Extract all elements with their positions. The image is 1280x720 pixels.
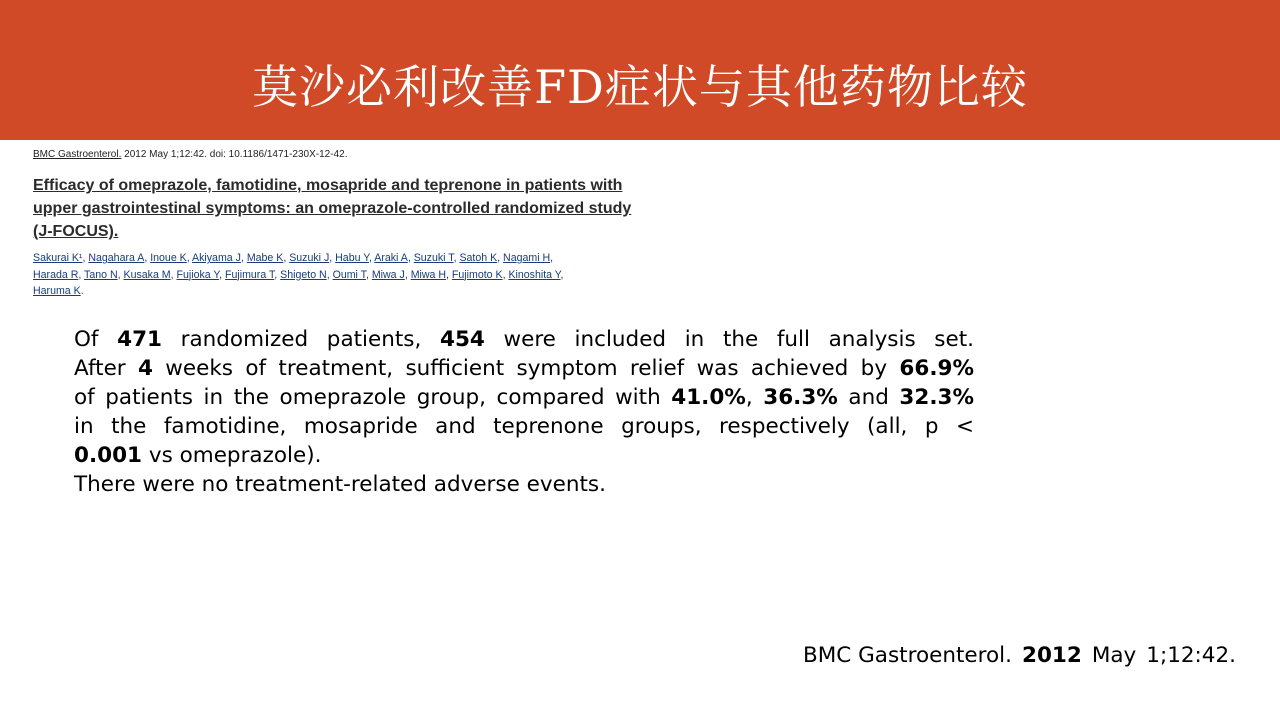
summary-line-4: in the famotidine, mosapride and teprenone groups, respectively (all, p <	[74, 414, 974, 439]
author-link[interactable]: Akiyama J	[192, 252, 241, 264]
author-link[interactable]: Shigeto N	[280, 268, 327, 281]
author-link[interactable]: Suzuki T	[413, 252, 454, 264]
author-link[interactable]: Kinoshita Y	[508, 268, 561, 281]
author-separator: ,	[326, 268, 333, 281]
author-separator: ,	[170, 268, 177, 281]
footer-year: 2012	[1021, 643, 1082, 668]
author-link[interactable]: Inoue K	[150, 252, 187, 264]
study-summary	[74, 325, 974, 499]
author-link[interactable]: Habu Y	[335, 252, 369, 264]
journal-link[interactable]: BMC Gastroenterol.	[33, 149, 122, 160]
summary-line-1: Of 471 randomized patients, 454 were included in the full analysis set.	[74, 327, 975, 352]
author-link[interactable]: Fujimoto K	[451, 268, 503, 281]
author-separator: ,	[368, 252, 375, 264]
author-link[interactable]: Satoh K	[459, 252, 498, 264]
author-separator: ,	[329, 252, 336, 264]
summary-line-3: of patients in the omeprazole group, compared with 41.0%, 36.3% and 32.3%	[74, 385, 974, 410]
teprenone-percent: 32.3%	[899, 385, 974, 410]
journal-citation	[33, 149, 347, 160]
summary-line-5: 0.001 vs omeprazole).	[74, 443, 322, 468]
paper-title[interactable]: Efficacy of omeprazole, famotidine, mosapride and teprenone in patients with upper gastrointestinal symptoms: an omeprazole-controlled randomized study (J-FOCUS).	[33, 177, 632, 240]
author-link[interactable]: Fujimura T	[225, 268, 275, 281]
author-link[interactable]: Miwa H	[410, 268, 447, 281]
author-separator: ,	[240, 252, 247, 264]
author-separator: ,	[560, 268, 564, 281]
summary-line-6: There were no treatment-related adverse events.	[74, 472, 606, 497]
author-separator: ,	[404, 268, 411, 281]
citation-details: 2012 May 1;12:42. doi: 10.1186/1471-230X-12-42.	[121, 149, 348, 160]
author-separator: ,	[82, 252, 89, 264]
author-link[interactable]: Mabe K	[246, 252, 284, 264]
author-link[interactable]: Araki A	[374, 252, 408, 264]
author-separator: ,	[446, 268, 452, 281]
author-separator: ,	[453, 252, 460, 264]
author-separator: ,	[407, 252, 414, 264]
footer-month: May	[1091, 643, 1137, 668]
weeks-count: 4	[137, 356, 153, 381]
author-separator: ,	[283, 252, 290, 264]
fas-count: 454	[439, 327, 485, 352]
author-link[interactable]: Kusaka M	[123, 268, 171, 281]
author-link[interactable]: Suzuki J	[289, 252, 330, 264]
author-separator: ,	[219, 268, 226, 281]
omeprazole-percent: 66.9%	[899, 356, 974, 381]
author-separator: ,	[274, 268, 281, 281]
author-separator: .	[80, 285, 84, 297]
author-link[interactable]: Fujioka Y	[176, 268, 220, 281]
footer-volume: 1;12:42.	[1146, 643, 1236, 668]
author-link[interactable]: Sakurai K¹	[33, 252, 83, 264]
author-separator: ,	[186, 252, 193, 264]
footer-journal: BMC Gastroenterol.	[803, 643, 1012, 668]
author-link[interactable]: Miwa J	[371, 268, 405, 281]
author-separator: ,	[550, 252, 554, 264]
author-separator: ,	[497, 252, 504, 264]
author-separator: ,	[117, 268, 124, 281]
author-link[interactable]: Haruma K	[33, 285, 81, 297]
summary-line-2: After 4 weeks of treatment, sufficient symptom relief was achieved by 66.9%	[74, 356, 974, 381]
author-link[interactable]: Tano N	[84, 268, 118, 281]
footer-citation	[803, 643, 1236, 668]
author-link[interactable]: Harada R	[33, 268, 79, 281]
author-link[interactable]: Nagami H	[503, 252, 551, 264]
famotidine-percent: 41.0%	[671, 385, 746, 410]
randomized-count: 471	[117, 327, 163, 352]
author-link[interactable]: Nagahara A	[88, 252, 145, 264]
author-link[interactable]: Oumi T	[332, 268, 366, 281]
author-separator: ,	[78, 268, 85, 281]
mosapride-percent: 36.3%	[763, 385, 838, 410]
slide-title: 莫沙必利改善FD症状与其他药物比较	[252, 60, 1028, 114]
author-separator: ,	[144, 252, 151, 264]
author-separator: ,	[365, 268, 372, 281]
author-list	[33, 250, 653, 300]
p-value: 0.001	[74, 443, 143, 468]
author-separator: ,	[502, 268, 509, 281]
